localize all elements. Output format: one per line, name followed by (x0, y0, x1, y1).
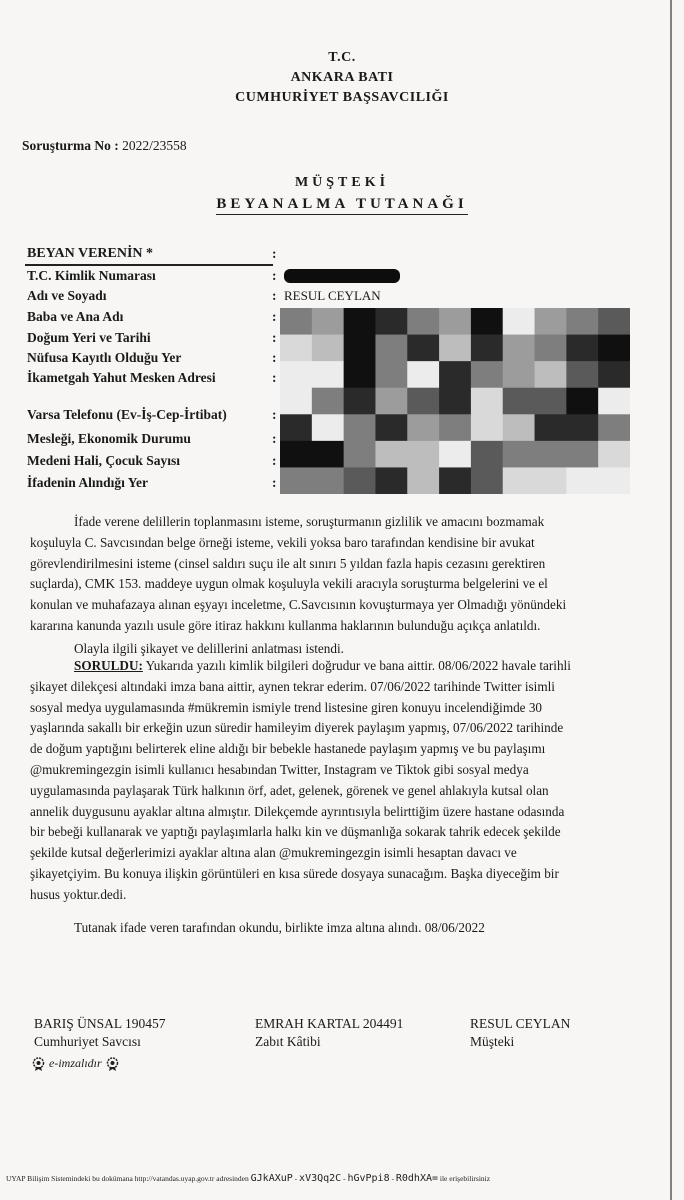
signer-role: Müşteki (470, 1034, 515, 1049)
mosaic-cell (280, 388, 312, 415)
mosaic-cell (598, 388, 630, 415)
mosaic-cell (503, 414, 535, 441)
text-line: Yukarıda yazılı kimlik bilgileri doğrudur ve bana aittir. 08/06/2022 havale tarihli (142, 658, 571, 673)
text-line: sosyal medya uygulamasında #mükremin ismiyle trend listesine giren konuyu incelendiğimde 30 (30, 699, 543, 715)
closing-line: Tutanak ifade veren tarafından okundu, birlikte imza altına alındı. 08/06/2022 (74, 919, 485, 935)
footer-code: GJkAXuP (250, 1173, 293, 1184)
file-number (22, 138, 187, 154)
text-line: yaşlarında sakallı bir erkeğin uzun süredir hamileyim diyerek paylaşım yapmış, 07/06/2022 tarihinde (30, 720, 564, 736)
mosaic-cell (439, 388, 471, 415)
doc-title-2-text: BEYANALMA TUTANAĞI (216, 196, 467, 215)
signer-name: RESUL CEYLAN (470, 1016, 571, 1031)
signer-name: BARIŞ ÜNSAL 190457 (34, 1016, 166, 1031)
text-line: de doğum yaptığını belirterek eline aldığı bir bebekle hastanede paylaşım yapmış ve bu paylaşımı (30, 741, 546, 757)
colon: : (272, 475, 277, 490)
mosaic-cell (503, 308, 535, 335)
mosaic-cell (407, 335, 439, 362)
mosaic-cell (344, 441, 376, 468)
mosaic-cell (407, 388, 439, 415)
field-label: İkametgah Yahut Mesken Adresi (27, 370, 216, 385)
mosaic-cell (312, 308, 344, 335)
text-line: husus yoktur.dedi. (30, 886, 127, 902)
heading-underline (25, 264, 273, 266)
colon: : (272, 350, 277, 365)
colon: : (272, 330, 277, 345)
footer-code: xV3Qq2C (299, 1173, 342, 1184)
redaction-bar (284, 269, 400, 283)
mosaic-cell (344, 361, 376, 388)
mosaic-cell (375, 441, 407, 468)
mosaic-cell (566, 361, 598, 388)
e-signature (32, 1056, 166, 1071)
seal-icon (106, 1057, 119, 1071)
field-label: İfadenin Alındığı Yer (27, 475, 149, 490)
text-line: şikayet dilekçesi altındaki imza bana aittir, aynen tekrar ederim. 07/06/2022 tarihinde Twitter isimli (30, 678, 555, 694)
declarant-heading: BEYAN VERENİN * (27, 246, 154, 261)
mosaic-cell (535, 308, 567, 335)
mosaic-cell (344, 467, 376, 494)
mosaic-cell (375, 335, 407, 362)
signer-role: Cumhuriyet Savcısı (34, 1034, 141, 1049)
header-city: ANKARA BATI (290, 70, 394, 85)
mosaic-cell (312, 335, 344, 362)
mosaic-cell (535, 388, 567, 415)
field-label: Mesleği, Ekonomik Durumu (27, 431, 191, 446)
mosaic-cell (566, 467, 598, 494)
mosaic-cell (312, 441, 344, 468)
mosaic-cell (439, 414, 471, 441)
text-line: kararına kanunda yazılı usule göre itiraz hakkını kullanma haklarının bulunduğu açıkça anlatıldı. (30, 617, 541, 633)
mosaic-cell (280, 308, 312, 335)
signature-complainant (470, 1016, 570, 1050)
field-label: Nüfusa Kayıtlı Olduğu Yer (27, 350, 182, 365)
colon: : (272, 370, 277, 385)
soruldu-label: SORULDU: (74, 658, 143, 673)
mosaic-cell (503, 335, 535, 362)
uyap-footer: UYAP Bilişim Sistemindeki bu dokümana http://vatandas.uyap.gov.tr adresinden GJkAXuP - xV3Qq2C - hGvPpi8 - R0dhXA= ile erişebilirsiniz (6, 1173, 491, 1184)
rights-paragraph (30, 512, 680, 660)
mosaic-cell (503, 388, 535, 415)
mosaic-cell (535, 467, 567, 494)
mosaic-cell (407, 308, 439, 335)
text-line: @mukremingezgin isimli kullanıcı hesabından Twitter, Instagram ve Tiktok gibi sosyal medya (30, 761, 529, 777)
mosaic-cell (535, 441, 567, 468)
doc-title-1: MÜŞTEKİ (294, 175, 390, 190)
mosaic-cell (344, 335, 376, 362)
colon: : (272, 246, 277, 261)
footer-suffix: ile erişebilirsiniz (439, 1174, 491, 1183)
colon: : (272, 268, 277, 283)
mosaic-cell (280, 414, 312, 441)
colon: : (272, 309, 277, 324)
signature-clerk (255, 1016, 403, 1050)
mosaic-cell (439, 467, 471, 494)
footer-prefix: UYAP Bilişim Sistemindeki bu dokümana http://vatandas.uyap.gov.tr adresinden (6, 1174, 249, 1183)
mosaic-cell (598, 308, 630, 335)
mosaic-cell (312, 388, 344, 415)
mosaic-cell (566, 414, 598, 441)
mosaic-cell (375, 388, 407, 415)
header-office: CUMHURİYET BAŞSAVCILIĞI (235, 90, 449, 105)
colon: : (272, 288, 277, 303)
text-line: annelik duygusunu ayaklar altına almıştır. Dilekçemde ayrıntısıyla belirttiğim üzere hastane odasında (30, 803, 565, 819)
mosaic-cell (280, 361, 312, 388)
mosaic-cell (598, 361, 630, 388)
mosaic-cell (439, 308, 471, 335)
mosaic-cell (535, 361, 567, 388)
mosaic-cell (566, 335, 598, 362)
mosaic-cell (344, 388, 376, 415)
mosaic-cell (471, 361, 503, 388)
mosaic-cell (375, 414, 407, 441)
statement-paragraph (30, 656, 680, 938)
mosaic-cell (471, 308, 503, 335)
mosaic-cell (566, 441, 598, 468)
page-edge-line (670, 0, 672, 1200)
text-line: İfade verene delillerin toplanmasını isteme, soruşturmanın gizlilik ve amacını bozmamak (74, 514, 545, 529)
mosaic-cell (280, 467, 312, 494)
text-line: görevlendirilmesini isteme (cinsel saldırı suçu ile alt sınırı 5 yıldan fazla hapis cezasını gerektiren (30, 555, 546, 571)
colon: : (272, 431, 277, 446)
text-line: suçlarda), CMK 153. maddeye uygun olmak koşuluyla vekili aracıyla soruşturma belgelerini ve el (30, 576, 548, 592)
header-tc: T.C. (328, 50, 356, 65)
mosaic-cell (598, 335, 630, 362)
field-label: Doğum Yeri ve Tarihi (27, 330, 151, 345)
mosaic-cell (344, 308, 376, 335)
footer-code: R0dhXA= (395, 1173, 439, 1184)
mosaic-cell (598, 467, 630, 494)
file-number-value: 2022/23558 (122, 138, 187, 153)
signer-name: EMRAH KARTAL 204491 (255, 1016, 404, 1031)
mosaic-cell (375, 308, 407, 335)
text-line: şekilde kutsal değerlerimizi ayaklar altına alan @mukremingezgin isimli hesaptan davacı ve (30, 845, 517, 861)
mosaic-cell (280, 441, 312, 468)
field-label: Baba ve Ana Adı (27, 309, 124, 324)
mosaic-cell (471, 335, 503, 362)
signature-prosecutor (34, 1016, 166, 1071)
mosaic-cell (503, 467, 535, 494)
signer-role: Zabıt Kâtibi (255, 1034, 321, 1049)
mosaic-cell (535, 335, 567, 362)
colon: : (272, 407, 277, 422)
field-value-name: RESUL CEYLAN (284, 288, 381, 303)
text-line: şikayetçiyim. Bu konuya ilişkin görüntüleri en kısa sürede dosyaya sunacağım. Başka diyeceğim bir (30, 865, 559, 881)
statement-first-line (30, 656, 680, 677)
footer-code: hGvPpi8 (347, 1173, 390, 1184)
field-label: Medeni Hali, Çocuk Sayısı (27, 453, 181, 468)
doc-title-2 (0, 196, 684, 213)
mosaic-cell (566, 388, 598, 415)
mosaic-cell (471, 388, 503, 415)
mosaic-cell (535, 414, 567, 441)
mosaic-cell (598, 441, 630, 468)
mosaic-cell (471, 467, 503, 494)
pixelated-redaction (280, 308, 630, 494)
text-line: bir bebeği kullanarak ve yaptığı paylaşımlarla halkı kin ve düşmanlığa sokarak tahrik edecek şekilde (30, 824, 561, 840)
mosaic-cell (471, 441, 503, 468)
mosaic-cell (503, 361, 535, 388)
text-line: koşuluyla C. Savcısından belge örneği isteme, vekili yoksa baro tarafından kendisine bir avukat (30, 534, 535, 550)
mosaic-cell (407, 467, 439, 494)
mosaic-cell (407, 361, 439, 388)
field-label: Varsa Telefonu (Ev-İş-Cep-İrtibat) (27, 407, 227, 422)
field-label: Adı ve Soyadı (27, 288, 107, 303)
asked-line: Olayla ilgili şikayet ve delillerini anlatması istendi. (74, 640, 344, 656)
mosaic-cell (439, 335, 471, 362)
mosaic-cell (471, 414, 503, 441)
mosaic-cell (280, 335, 312, 362)
seal-icon (32, 1057, 45, 1071)
mosaic-cell (407, 414, 439, 441)
text-line: uygulamasında paylaşarak Türk halkının örf, adet, gelenek, görenek ve genel ahlakıyla kutsal olan (30, 782, 549, 798)
text-line: konulan ve muhafazaya alınan eşyayı inceletme, C.Savcısının kovuşturmaya yer Olmadığı yönündeki (30, 597, 567, 613)
mosaic-cell (407, 441, 439, 468)
file-number-label: Soruşturma No : (22, 138, 119, 153)
mosaic-cell (439, 361, 471, 388)
field-label: T.C. Kimlik Numarası (27, 268, 156, 283)
colon: : (272, 453, 277, 468)
mosaic-cell (312, 361, 344, 388)
mosaic-cell (439, 441, 471, 468)
mosaic-cell (503, 441, 535, 468)
mosaic-cell (344, 414, 376, 441)
mosaic-cell (312, 414, 344, 441)
e-signature-label: e-imzalıdır (49, 1056, 102, 1070)
mosaic-cell (312, 467, 344, 494)
mosaic-cell (375, 467, 407, 494)
mosaic-cell (598, 414, 630, 441)
mosaic-cell (375, 361, 407, 388)
mosaic-cell (566, 308, 598, 335)
